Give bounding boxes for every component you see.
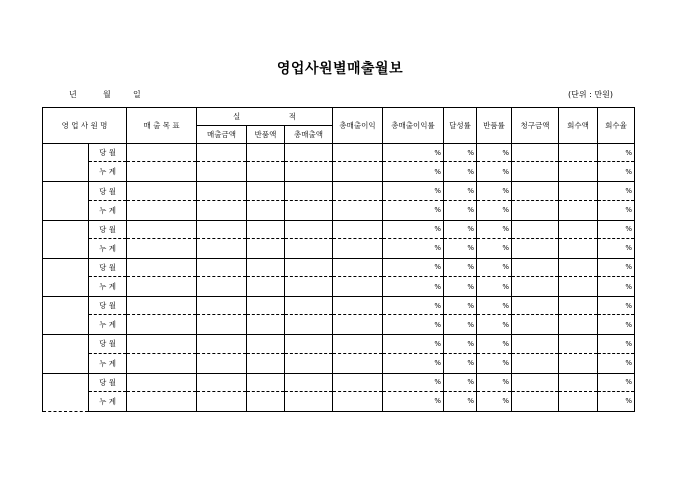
value-cell[interactable] <box>197 238 247 258</box>
value-cell[interactable] <box>559 238 598 258</box>
percent-cell[interactable]: % <box>598 144 635 162</box>
value-cell[interactable] <box>512 277 559 297</box>
salesperson-name-cell[interactable] <box>43 297 89 335</box>
percent-cell[interactable]: % <box>444 182 477 200</box>
table-row <box>43 277 635 297</box>
header-achievement: 달성률 <box>444 108 477 144</box>
unit-label: (단위 : 만원) <box>568 90 613 99</box>
value-cell[interactable] <box>559 315 598 335</box>
percent-cell[interactable]: % <box>383 391 444 411</box>
row-label-cumulative: 누 계 <box>89 315 127 335</box>
percent-cell[interactable]: % <box>598 182 635 200</box>
row-label-cumulative: 누 계 <box>89 200 127 220</box>
value-cell[interactable] <box>333 162 383 182</box>
header-total-sales: 총매출액 <box>285 126 333 144</box>
value-cell[interactable] <box>127 353 197 373</box>
header-target: 매 출 목 표 <box>127 108 197 144</box>
row-label-current: 당 월 <box>89 258 127 276</box>
percent-cell[interactable]: % <box>477 297 512 315</box>
value-cell[interactable] <box>127 277 197 297</box>
value-cell[interactable] <box>247 297 285 315</box>
percent-cell[interactable]: % <box>444 220 477 238</box>
value-cell[interactable] <box>285 162 333 182</box>
value-cell[interactable] <box>333 297 383 315</box>
value-cell[interactable] <box>559 220 598 238</box>
percent-cell[interactable]: % <box>598 258 635 276</box>
value-cell[interactable] <box>285 315 333 335</box>
salesperson-name-cell[interactable] <box>43 144 89 182</box>
percent-cell[interactable]: % <box>444 144 477 162</box>
salesperson-name-cell[interactable] <box>43 182 89 220</box>
percent-cell[interactable]: % <box>598 373 635 391</box>
table-row <box>43 200 635 220</box>
value-cell[interactable] <box>512 373 559 391</box>
percent-cell[interactable]: % <box>477 391 512 411</box>
value-cell[interactable] <box>559 335 598 353</box>
salesperson-name-cell[interactable] <box>43 258 89 296</box>
value-cell[interactable] <box>247 335 285 353</box>
sales-report-table <box>42 107 635 412</box>
table-row <box>43 373 635 391</box>
value-cell[interactable] <box>247 315 285 335</box>
value-cell[interactable] <box>127 373 197 391</box>
salesperson-name-cell[interactable] <box>43 220 89 258</box>
value-cell[interactable] <box>197 277 247 297</box>
percent-cell[interactable]: % <box>444 391 477 411</box>
value-cell[interactable] <box>559 353 598 373</box>
header-actual-right: 적 <box>288 112 297 122</box>
value-cell[interactable] <box>285 220 333 238</box>
percent-cell[interactable]: % <box>598 200 635 220</box>
row-label-current: 당 월 <box>89 182 127 200</box>
percent-cell[interactable]: % <box>383 373 444 391</box>
value-cell[interactable] <box>512 144 559 162</box>
value-cell[interactable] <box>197 258 247 276</box>
header-sales-amount: 매출금액 <box>197 126 247 144</box>
value-cell[interactable] <box>247 391 285 411</box>
percent-cell[interactable]: % <box>444 277 477 297</box>
percent-cell[interactable]: % <box>444 315 477 335</box>
value-cell[interactable] <box>127 162 197 182</box>
percent-cell[interactable]: % <box>477 238 512 258</box>
header-collection-rate: 회수율 <box>598 108 635 144</box>
value-cell[interactable] <box>512 258 559 276</box>
salesperson-name-cell[interactable] <box>43 373 89 411</box>
table-row <box>43 238 635 258</box>
value-cell[interactable] <box>285 373 333 391</box>
table-row <box>43 315 635 335</box>
percent-cell[interactable]: % <box>598 335 635 353</box>
percent-cell[interactable]: % <box>598 297 635 315</box>
table-row <box>43 144 635 162</box>
value-cell[interactable] <box>247 200 285 220</box>
value-cell[interactable] <box>197 373 247 391</box>
value-cell[interactable] <box>127 200 197 220</box>
value-cell[interactable] <box>247 238 285 258</box>
value-cell[interactable] <box>247 162 285 182</box>
value-cell[interactable] <box>512 353 559 373</box>
value-cell[interactable] <box>285 353 333 373</box>
value-cell[interactable] <box>559 258 598 276</box>
value-cell[interactable] <box>247 220 285 238</box>
value-cell[interactable] <box>127 315 197 335</box>
value-cell[interactable] <box>512 162 559 182</box>
value-cell[interactable] <box>197 200 247 220</box>
value-cell[interactable] <box>127 220 197 238</box>
value-cell[interactable] <box>333 200 383 220</box>
percent-cell[interactable]: % <box>477 258 512 276</box>
percent-cell[interactable]: % <box>598 162 635 182</box>
value-cell[interactable] <box>512 391 559 411</box>
value-cell[interactable] <box>559 200 598 220</box>
value-cell[interactable] <box>559 182 598 200</box>
row-label-cumulative: 누 계 <box>89 238 127 258</box>
value-cell[interactable] <box>197 335 247 353</box>
percent-cell[interactable]: % <box>383 335 444 353</box>
value-cell[interactable] <box>127 335 197 353</box>
table-row <box>43 220 635 238</box>
value-cell[interactable] <box>247 144 285 162</box>
value-cell[interactable] <box>559 277 598 297</box>
value-cell[interactable] <box>285 391 333 411</box>
value-cell[interactable] <box>512 182 559 200</box>
header-return-amount: 반품액 <box>247 126 285 144</box>
value-cell[interactable] <box>559 162 598 182</box>
value-cell[interactable] <box>197 391 247 411</box>
month-label: 월 <box>103 90 111 99</box>
header-billing: 청구금액 <box>512 108 559 144</box>
value-cell[interactable] <box>197 315 247 335</box>
value-cell[interactable] <box>285 277 333 297</box>
salesperson-name-cell[interactable] <box>43 335 89 373</box>
value-cell[interactable] <box>247 373 285 391</box>
row-label-current: 당 월 <box>89 297 127 315</box>
percent-cell[interactable]: % <box>444 353 477 373</box>
row-label-cumulative: 누 계 <box>89 162 127 182</box>
value-cell[interactable] <box>512 315 559 335</box>
header-actual <box>197 108 333 126</box>
percent-cell[interactable]: % <box>383 220 444 238</box>
header-actual-left: 실 <box>233 112 241 122</box>
value-cell[interactable] <box>197 162 247 182</box>
value-cell[interactable] <box>197 182 247 200</box>
value-cell[interactable] <box>285 258 333 276</box>
row-label-current: 당 월 <box>89 144 127 162</box>
value-cell[interactable] <box>127 182 197 200</box>
value-cell[interactable] <box>333 373 383 391</box>
percent-cell[interactable]: % <box>477 220 512 238</box>
percent-cell[interactable]: % <box>444 373 477 391</box>
value-cell[interactable] <box>197 220 247 238</box>
value-cell[interactable] <box>333 335 383 353</box>
value-cell[interactable] <box>285 238 333 258</box>
table-row <box>43 353 635 373</box>
value-cell[interactable] <box>197 297 247 315</box>
value-cell[interactable] <box>512 220 559 238</box>
percent-cell[interactable]: % <box>598 353 635 373</box>
table-row <box>43 258 635 276</box>
table-row <box>43 162 635 182</box>
percent-cell[interactable]: % <box>477 353 512 373</box>
value-cell[interactable] <box>333 277 383 297</box>
value-cell[interactable] <box>333 391 383 411</box>
percent-cell[interactable]: % <box>383 258 444 276</box>
value-cell[interactable] <box>512 335 559 353</box>
percent-cell[interactable]: % <box>477 373 512 391</box>
percent-cell[interactable]: % <box>598 391 635 411</box>
row-label-current: 당 월 <box>89 335 127 353</box>
percent-cell[interactable]: % <box>383 200 444 220</box>
value-cell[interactable] <box>333 238 383 258</box>
value-cell[interactable] <box>247 258 285 276</box>
row-label-cumulative: 누 계 <box>89 353 127 373</box>
row-label-cumulative: 누 계 <box>89 277 127 297</box>
percent-cell[interactable]: % <box>444 238 477 258</box>
percent-cell[interactable]: % <box>444 258 477 276</box>
table-row <box>43 335 635 353</box>
percent-cell[interactable]: % <box>598 277 635 297</box>
percent-cell[interactable]: % <box>444 335 477 353</box>
value-cell[interactable] <box>559 297 598 315</box>
header-collection: 회수액 <box>559 108 598 144</box>
day-label: 일 <box>133 90 141 99</box>
percent-cell[interactable]: % <box>383 315 444 335</box>
value-cell[interactable] <box>559 144 598 162</box>
percent-cell[interactable]: % <box>383 353 444 373</box>
percent-cell[interactable]: % <box>477 162 512 182</box>
value-cell[interactable] <box>197 144 247 162</box>
percent-cell[interactable]: % <box>477 277 512 297</box>
percent-cell[interactable]: % <box>444 200 477 220</box>
value-cell[interactable] <box>127 297 197 315</box>
header-gross-profit: 총매출이익 <box>333 108 383 144</box>
value-cell[interactable] <box>285 200 333 220</box>
value-cell[interactable] <box>333 220 383 238</box>
percent-cell[interactable]: % <box>477 315 512 335</box>
percent-cell[interactable]: % <box>383 238 444 258</box>
percent-cell[interactable]: % <box>598 220 635 238</box>
value-cell[interactable] <box>333 258 383 276</box>
value-cell[interactable] <box>559 373 598 391</box>
value-cell[interactable] <box>127 238 197 258</box>
percent-cell[interactable]: % <box>383 277 444 297</box>
value-cell[interactable] <box>285 297 333 315</box>
percent-cell[interactable]: % <box>444 162 477 182</box>
percent-cell[interactable]: % <box>598 238 635 258</box>
row-label-cumulative: 누 계 <box>89 391 127 411</box>
table-row <box>43 182 635 200</box>
value-cell[interactable] <box>512 238 559 258</box>
value-cell[interactable] <box>559 391 598 411</box>
header-gross-margin: 총매출이익률 <box>383 108 444 144</box>
table-row <box>43 297 635 315</box>
row-label-current: 당 월 <box>89 373 127 391</box>
percent-cell[interactable]: % <box>383 162 444 182</box>
value-cell[interactable] <box>333 182 383 200</box>
percent-cell[interactable]: % <box>477 335 512 353</box>
value-cell[interactable] <box>127 258 197 276</box>
header-salesperson: 영 업 사 원 명 <box>43 108 127 144</box>
percent-cell[interactable]: % <box>444 297 477 315</box>
value-cell[interactable] <box>247 277 285 297</box>
value-cell[interactable] <box>127 144 197 162</box>
value-cell[interactable] <box>333 315 383 335</box>
header-return-rate: 반품률 <box>477 108 512 144</box>
value-cell[interactable] <box>333 144 383 162</box>
value-cell[interactable] <box>247 182 285 200</box>
page-title: 영업사원별매출월보 <box>276 61 404 77</box>
row-label-current: 당 월 <box>89 220 127 238</box>
value-cell[interactable] <box>512 200 559 220</box>
percent-cell[interactable]: % <box>477 182 512 200</box>
percent-cell[interactable]: % <box>383 144 444 162</box>
value-cell[interactable] <box>127 391 197 411</box>
percent-cell[interactable]: % <box>477 200 512 220</box>
value-cell[interactable] <box>247 353 285 373</box>
value-cell[interactable] <box>285 182 333 200</box>
value-cell[interactable] <box>285 144 333 162</box>
percent-cell[interactable]: % <box>477 144 512 162</box>
value-cell[interactable] <box>197 353 247 373</box>
percent-cell[interactable]: % <box>383 182 444 200</box>
table-row <box>43 391 635 411</box>
value-cell[interactable] <box>512 297 559 315</box>
value-cell[interactable] <box>333 353 383 373</box>
year-label: 년 <box>69 90 77 99</box>
percent-cell[interactable]: % <box>598 315 635 335</box>
value-cell[interactable] <box>285 335 333 353</box>
percent-cell[interactable]: % <box>383 297 444 315</box>
